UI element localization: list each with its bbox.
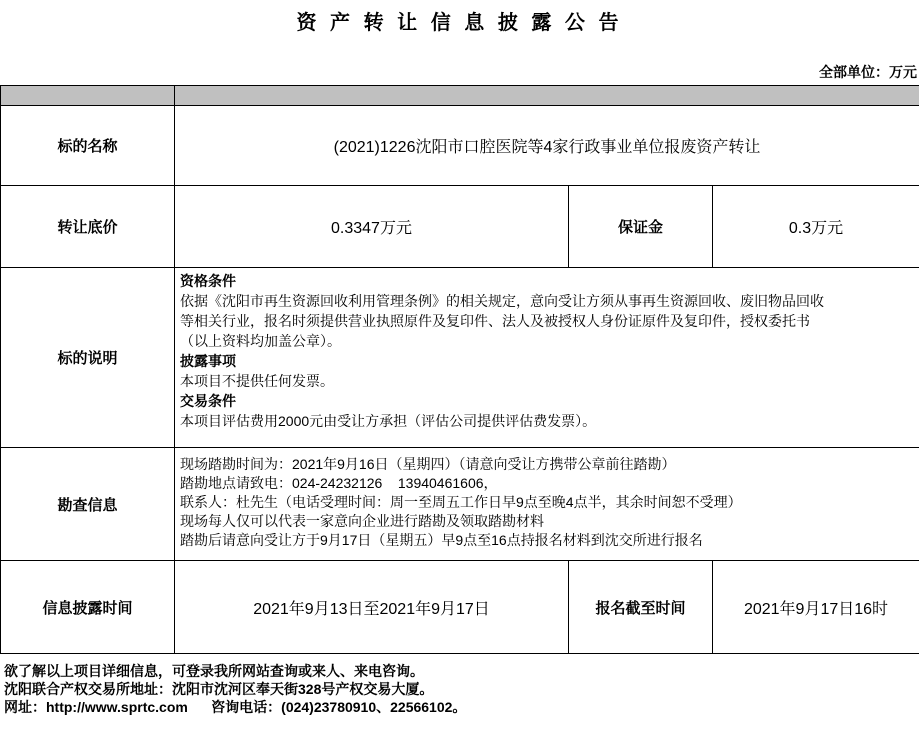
survey-info-content [175,448,919,561]
trade-conditions-heading: 交易条件 [180,393,236,409]
subject-description-label: 标的说明 [1,268,175,448]
disclosure-time-label: 信息披露时间 [1,561,175,654]
table-header-right [175,86,919,106]
footer-info-line: 欲了解以上项目详细信息，可登录我所网站查询或来人、来电咨询。 [4,663,424,679]
base-price-value: 0.3347万元 [175,186,569,268]
description-line: 等相关行业，报名时须提供营业执照原件及复印件、法人及被授权人身份证原件及复印件，授权委托书 [180,313,810,329]
disclosure-matters-heading: 披露事项 [180,353,236,369]
description-line: 本项目不提供任何发票。 [180,373,334,389]
footer-notes [4,662,919,716]
signup-deadline-value: 2021年9月17日16时 [713,561,919,654]
table-header-left [1,86,175,106]
base-price-label: 转让底价 [1,186,175,268]
description-line: 本项目评估费用2000元由受让方承担（评估公司提供评估费发票）。 [180,413,597,429]
disclosure-table [0,85,919,654]
subject-description-content [175,268,919,448]
footer-contact-line: 网址：http://www.sprtc.com 咨询电话：(024)23780910、22566102。 [4,699,467,715]
survey-line: 现场每人仅可以代表一家意向企业进行踏勘及领取踏勘材料 [180,513,544,529]
signup-deadline-label: 报名截至时间 [569,561,713,654]
description-line: 依据《沈阳市再生资源回收利用管理条例》的相关规定，意向受让方须从事再生资源回收、废旧物品回收 [180,293,824,309]
survey-info-label: 勘查信息 [1,448,175,561]
qualification-heading: 资格条件 [180,273,236,289]
unit-note: 全部单位：万元 [819,64,917,80]
announcement-page [0,12,919,716]
subject-name-label: 标的名称 [1,106,175,186]
disclosure-time-value: 2021年9月13日至2021年9月17日 [175,561,569,654]
survey-line: 联系人：杜先生（电话受理时间：周一至周五工作日早9点至晚4点半，其余时间恕不受理） [180,494,742,510]
survey-line: 踏勘地点请致电：024-24232126 13940461606， [180,475,498,491]
page-title: 资 产 转 让 信 息 披 露 公 告 [296,12,623,34]
survey-line: 现场踏勘时间为：2021年9月16日（星期四）（请意向受让方携带公章前往踏勘） [180,456,676,472]
subject-name-value: (2021)1226沈阳市口腔医院等4家行政事业单位报废资产转让 [175,106,919,186]
description-line: （以上资料均加盖公章）。 [180,333,341,349]
deposit-value: 0.3万元 [713,186,919,268]
footer-address-line: 沈阳联合产权交易所地址：沈阳市沈河区奉天街328号产权交易大厦。 [4,681,434,697]
survey-line: 踏勘后请意向受让方于9月17日（星期五）早9点至16点持报名材料到沈交所进行报名 [180,532,703,548]
deposit-label: 保证金 [569,186,713,268]
